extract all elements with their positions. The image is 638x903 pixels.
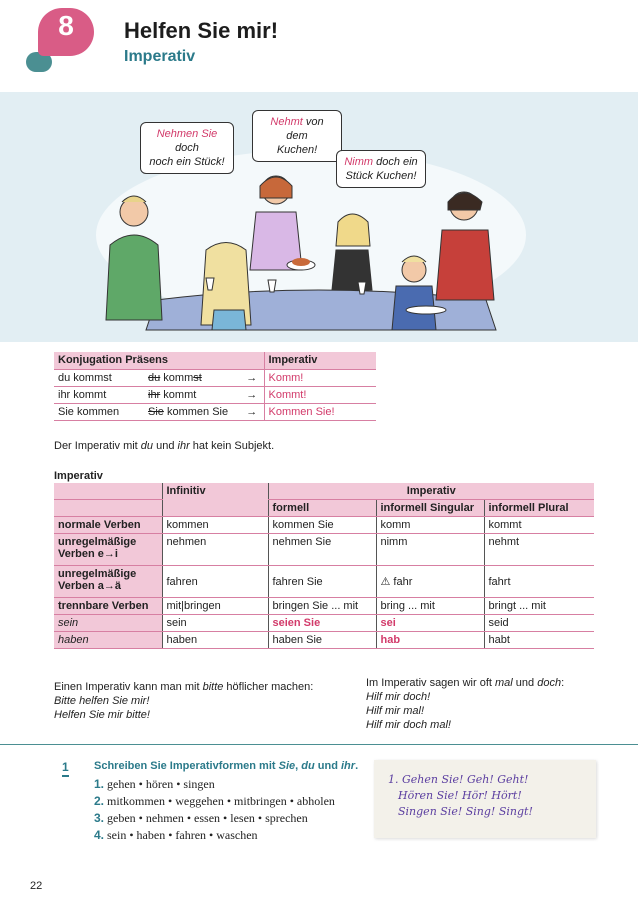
bubble-3-rest: doch ein [373,156,418,168]
page-number: 22 [30,880,43,892]
conj-imperative: Kommen Sie! [264,403,376,420]
item-text: gehen • hören • singen [107,777,215,791]
note-text: hat kein Subjekt. [189,440,275,452]
bubble-1-rest: doch [175,142,199,154]
dinner-table-illustration [96,150,536,340]
conj-verb-stem: komm [160,371,194,384]
exercise-title [94,760,358,772]
arrow-icon: → [240,369,264,386]
tip-example: Hilf mir mal! [366,705,425,717]
empty-header-cell [54,500,162,517]
answer-card [374,760,596,838]
cell-informell-singular: bring ... mit [376,598,484,615]
bubble-1-highlight: Nehmen Sie [156,128,218,140]
conj-struck-ending: st [193,371,202,384]
row-label: haben [54,632,162,649]
table-row [54,566,594,598]
conj-verb [144,403,240,420]
list-item [94,776,335,793]
conjugation-row [54,403,376,420]
conjugation-row [54,369,376,386]
tip-word: mal [495,677,513,689]
list-item [94,810,335,827]
cell-infinitiv: fahren [162,566,268,598]
cell-informell-plural: bringt ... mit [484,598,594,615]
row-label: normale Verben [54,517,162,534]
particles-tip [366,676,564,732]
item-number: 2. [94,794,105,808]
conjugation-table [54,352,376,421]
tip-text: höflicher machen: [223,681,314,693]
exercise-title-sie: Sie [278,760,296,772]
conj-form: Sie kommen [54,403,144,420]
tip-example: Hilf mir doch mal! [366,719,451,731]
item-number: 1. [94,777,105,791]
section-divider [0,744,638,745]
imperativ-header-row-2 [54,500,594,517]
no-subject-note [54,440,274,452]
tip-text: Einen Imperativ kann man mit [54,681,203,693]
conj-form: du kommst [54,369,144,386]
answer-line: Hören Sie! Hör! Hört! [398,789,522,802]
table-row [54,517,594,534]
row-label: unregelmäßige Verben e→i [54,534,162,566]
chapter-subtitle: Imperativ [124,48,196,65]
chapter-title: Helfen Sie mir! [124,18,279,43]
row-label: sein [54,615,162,632]
cell-formell: nehmen Sie [268,534,376,566]
item-text: mitkommen • weggehen • mitbringen • abholen [107,794,335,808]
header-informell-singular: informell Singular [376,500,484,517]
cell-formell: bringen Sie ... mit [268,598,376,615]
exercise-number: 1 [62,760,69,777]
tip-text: Im Imperativ sagen wir oft [366,677,495,689]
cell-informell-plural: kommt [484,517,594,534]
cell-formell: seien Sie [268,615,376,632]
answer-line: 1. Gehen Sie! Geh! Geht! [388,773,529,786]
cell-infinitiv: sein [162,615,268,632]
bubble-2-highlight: Nehmt [270,116,303,128]
header-formell: formell [268,500,376,517]
speech-bubble-3 [336,150,426,188]
tip-example: Bitte helfen Sie mir! [54,695,150,707]
conjugation-row [54,386,376,403]
imperativ-table-label: Imperativ [54,470,103,482]
tip-text: und [512,677,538,689]
conj-struck-pronoun: du [148,371,161,384]
chapter-header [0,0,638,92]
table-row [54,534,594,566]
speech-bubble-1 [140,122,234,174]
conjugation-header-row [54,352,376,369]
item-number: 4. [94,828,105,842]
arrow-icon: → [240,386,264,403]
conj-imperative: Komm! [264,369,376,386]
cell-infinitiv: kommen [162,517,268,534]
table-row [54,615,594,632]
header-infinitiv: Infinitiv [162,483,268,517]
conj-struck-pronoun: Sie [148,405,164,418]
chapter-number: 8 [58,10,74,41]
cell-infinitiv: nehmen [162,534,268,566]
conj-form: ihr kommt [54,386,144,403]
conj-verb-stem: kommen Sie [163,405,229,418]
cell-informell-singular: ⚠ fahr [376,566,484,598]
conj-verb-stem: kommt [160,388,197,401]
table-row [54,632,594,649]
cell-infinitiv: haben [162,632,268,649]
cell-informell-singular: komm [376,517,484,534]
bubble-3-highlight: Nimm [344,156,374,168]
bubble-3-line2: Stück Kuchen! [345,170,417,182]
row-label: trennbare Verben [54,598,162,615]
tip-example: Helfen Sie mir bitte! [54,709,150,721]
cell-informell-plural: fahrt [484,566,594,598]
conjugation-header-left: Konjugation Präsens [54,352,264,369]
cell-informell-plural: nehmt [484,534,594,566]
empty-header-cell [54,483,162,500]
note-text: und [153,440,178,452]
item-number: 3. [94,811,105,825]
answer-line: Singen Sie! Sing! Singt! [398,805,533,818]
item-text: geben • nehmen • essen • lesen • sprechen [107,811,308,825]
exercise-title-text: Schreiben Sie Imperativformen mit [94,760,279,772]
cell-formell: kommen Sie [268,517,376,534]
bubble-2-rest: von dem [286,116,324,142]
bubble-1-line2: noch ein Stück! [149,156,225,168]
note-ihr: ihr [177,440,190,452]
header-imperativ: Imperativ [268,483,594,500]
note-du: du [140,440,154,452]
tip-word: bitte [202,681,224,693]
cell-formell: fahren Sie [268,566,376,598]
cell-informell-singular: nimm [376,534,484,566]
speech-bubble-2 [252,110,342,162]
cell-informell-singular: hab [376,632,484,649]
list-item [94,827,335,844]
conjugation-header-right: Imperativ [264,352,376,369]
table-row [54,598,594,615]
exercise-title-du: du [301,760,315,772]
cell-informell-plural: seid [484,615,594,632]
tip-example: Hilf mir doch! [366,691,431,703]
tip-text: : [561,677,565,689]
conj-verb [144,386,240,403]
cell-informell-plural: habt [484,632,594,649]
conj-struck-pronoun: ihr [148,388,161,401]
bubble-2-line2: Kuchen! [276,144,318,156]
note-text: Der Imperativ mit [54,440,141,452]
tip-word: doch [537,677,562,689]
cell-informell-singular: sei [376,615,484,632]
imperativ-header-row-1 [54,483,594,500]
exercise-title-text: und [314,760,341,772]
exercise-title-text: . [355,760,359,772]
cell-formell: haben Sie [268,632,376,649]
list-item [94,793,335,810]
exercise-list [94,776,335,844]
header-informell-plural: informell Plural [484,500,594,517]
item-text: sein • haben • fahren • waschen [107,828,258,842]
conj-imperative: Kommt! [264,386,376,403]
exercise-title-ihr: ihr [341,760,356,772]
conj-verb [144,369,240,386]
exercise-title-text: , [295,760,302,772]
cell-infinitiv: mit|bringen [162,598,268,615]
politeness-tip [54,680,313,722]
imperativ-table [54,483,594,649]
arrow-icon: → [240,403,264,420]
row-label: unregelmäßige Verben a→ä [54,566,162,598]
